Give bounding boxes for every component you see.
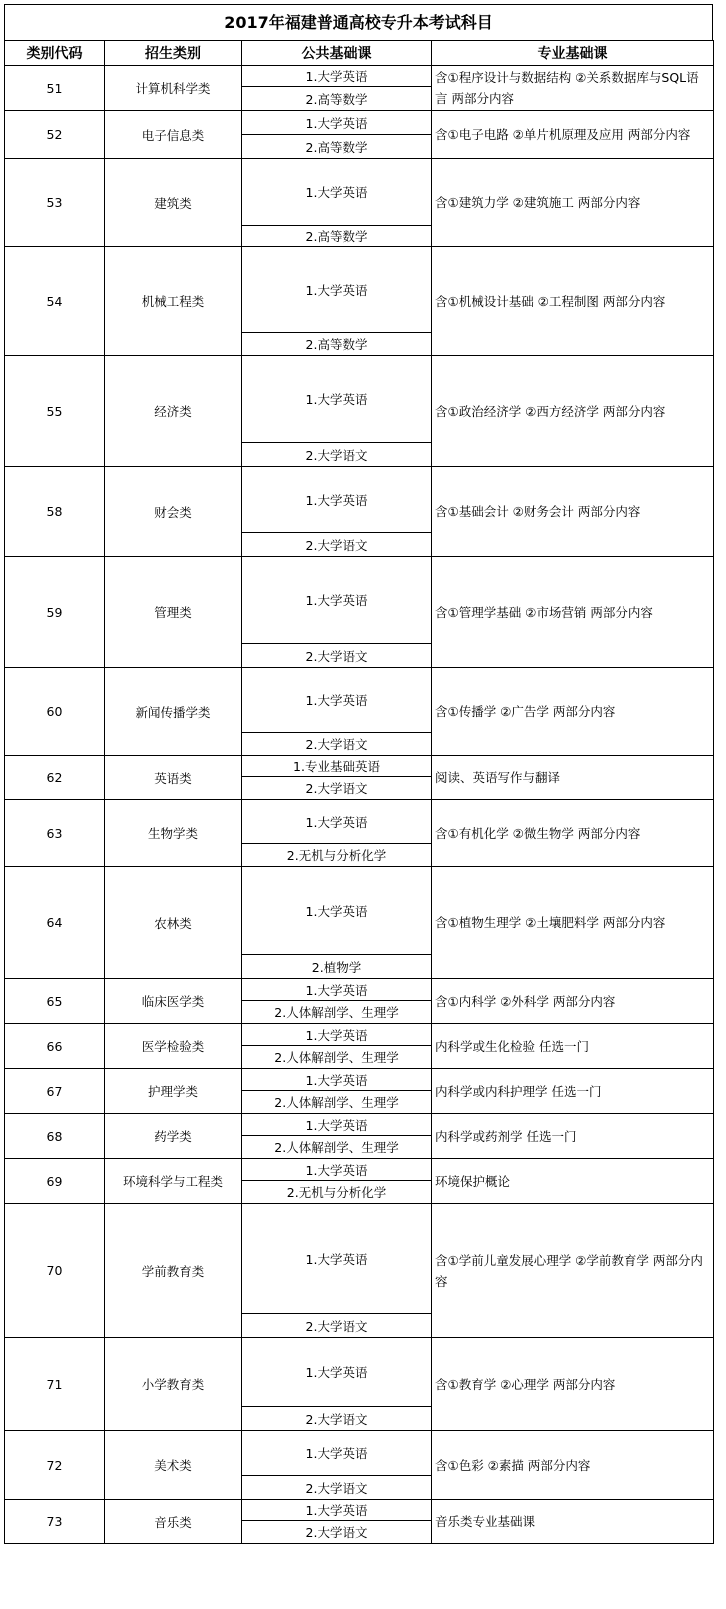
public-course-2-cell: 2.植物学: [242, 955, 432, 979]
table-row: [5, 356, 714, 443]
category-code-cell: 62: [5, 756, 105, 800]
professional-course-cell: 含①内科学 ②外科学 两部分内容: [432, 979, 714, 1024]
table-row: [5, 1500, 714, 1521]
category-name-cell: 英语类: [105, 756, 242, 800]
public-course-2-cell: 2.大学语文: [242, 1476, 432, 1500]
category-name-cell: 电子信息类: [105, 111, 242, 159]
category-name-cell: 环境科学与工程类: [105, 1159, 242, 1204]
table-row: [5, 557, 714, 644]
public-course-2-cell: 2.人体解剖学、生理学: [242, 1091, 432, 1114]
category-name-cell: 机械工程类: [105, 247, 242, 356]
public-course-1-cell: 1.大学英语: [242, 668, 432, 733]
category-name-cell: 音乐类: [105, 1500, 242, 1544]
category-code-cell: 69: [5, 1159, 105, 1204]
table-row: [5, 979, 714, 1001]
public-course-2-cell: 2.大学语文: [242, 533, 432, 557]
professional-course-cell: 含①程序设计与数据结构 ②关系数据库与SQL语言 两部分内容: [432, 66, 714, 111]
professional-course-cell: 环境保护概论: [432, 1159, 714, 1204]
public-course-2-cell: 2.大学语文: [242, 443, 432, 467]
professional-course-cell: 含①电子电路 ②单片机原理及应用 两部分内容: [432, 111, 714, 159]
public-course-1-cell: 1.大学英语: [242, 867, 432, 955]
category-name-cell: 临床医学类: [105, 979, 242, 1024]
public-course-2-cell: 2.高等数学: [242, 135, 432, 159]
category-name-cell: 医学检验类: [105, 1024, 242, 1069]
category-code-cell: 66: [5, 1024, 105, 1069]
category-code-cell: 54: [5, 247, 105, 356]
table-row: [5, 66, 714, 87]
public-course-2-cell: 2.高等数学: [242, 333, 432, 356]
category-name-cell: 财会类: [105, 467, 242, 557]
category-code-cell: 68: [5, 1114, 105, 1159]
public-course-1-cell: 1.大学英语: [242, 1069, 432, 1091]
table-row: [5, 467, 714, 533]
table-row: [5, 1069, 714, 1091]
table-row: [5, 1159, 714, 1181]
public-course-2-cell: 2.大学语文: [242, 733, 432, 756]
table-row: [5, 247, 714, 333]
table-row: [5, 159, 714, 226]
public-course-1-cell: 1.专业基础英语: [242, 756, 432, 777]
category-code-cell: 52: [5, 111, 105, 159]
category-name-cell: 美术类: [105, 1431, 242, 1500]
category-name-cell: 经济类: [105, 356, 242, 467]
category-name-cell: 农林类: [105, 867, 242, 979]
category-code-cell: 67: [5, 1069, 105, 1114]
public-course-2-cell: 2.人体解剖学、生理学: [242, 1001, 432, 1024]
header-professional: 专业基础课: [432, 41, 714, 66]
public-course-1-cell: 1.大学英语: [242, 247, 432, 333]
public-course-1-cell: 1.大学英语: [242, 1204, 432, 1314]
category-code-cell: 71: [5, 1338, 105, 1431]
category-code-cell: 59: [5, 557, 105, 668]
professional-course-cell: 含①管理学基础 ②市场营销 两部分内容: [432, 557, 714, 668]
public-course-2-cell: 2.无机与分析化学: [242, 844, 432, 867]
table-row: [5, 1431, 714, 1476]
category-code-cell: 70: [5, 1204, 105, 1338]
public-course-1-cell: 1.大学英语: [242, 1500, 432, 1521]
public-course-1-cell: 1.大学英语: [242, 1114, 432, 1136]
professional-course-cell: 音乐类专业基础课: [432, 1500, 714, 1544]
exam-subjects-sheet: [4, 4, 713, 1544]
table-row: [5, 867, 714, 955]
category-name-cell: 小学教育类: [105, 1338, 242, 1431]
category-code-cell: 55: [5, 356, 105, 467]
professional-course-cell: 含①政治经济学 ②西方经济学 两部分内容: [432, 356, 714, 467]
category-code-cell: 65: [5, 979, 105, 1024]
public-course-2-cell: 2.高等数学: [242, 87, 432, 111]
table-row: [5, 1204, 714, 1314]
public-course-2-cell: 2.大学语文: [242, 644, 432, 668]
public-course-2-cell: 2.大学语文: [242, 1407, 432, 1431]
category-name-cell: 生物学类: [105, 800, 242, 867]
category-name-cell: 计算机科学类: [105, 66, 242, 111]
category-code-cell: 73: [5, 1500, 105, 1544]
public-course-2-cell: 2.人体解剖学、生理学: [242, 1046, 432, 1069]
category-name-cell: 护理学类: [105, 1069, 242, 1114]
professional-course-cell: 含①建筑力学 ②建筑施工 两部分内容: [432, 159, 714, 247]
professional-course-cell: 内科学或生化检验 任选一门: [432, 1024, 714, 1069]
public-course-1-cell: 1.大学英语: [242, 1159, 432, 1181]
public-course-1-cell: 1.大学英语: [242, 1338, 432, 1407]
public-course-2-cell: 2.大学语文: [242, 1521, 432, 1544]
header-row: [5, 41, 714, 66]
category-name-cell: 药学类: [105, 1114, 242, 1159]
category-name-cell: 管理类: [105, 557, 242, 668]
public-course-2-cell: 2.大学语文: [242, 777, 432, 800]
table-body: [5, 66, 714, 1544]
public-course-1-cell: 1.大学英语: [242, 800, 432, 844]
public-course-2-cell: 2.大学语文: [242, 1314, 432, 1338]
professional-course-cell: 含①色彩 ②素描 两部分内容: [432, 1431, 714, 1500]
category-code-cell: 63: [5, 800, 105, 867]
professional-course-cell: 含①植物生理学 ②土壤肥料学 两部分内容: [432, 867, 714, 979]
public-course-1-cell: 1.大学英语: [242, 66, 432, 87]
public-course-1-cell: 1.大学英语: [242, 159, 432, 226]
table-row: [5, 756, 714, 777]
professional-course-cell: 含①基础会计 ②财务会计 两部分内容: [432, 467, 714, 557]
header-public: 公共基础课: [242, 41, 432, 66]
public-course-2-cell: 2.无机与分析化学: [242, 1181, 432, 1204]
table-row: [5, 1338, 714, 1407]
professional-course-cell: 含①传播学 ②广告学 两部分内容: [432, 668, 714, 756]
public-course-1-cell: 1.大学英语: [242, 467, 432, 533]
sheet-title: 2017年福建普通高校专升本考试科目: [4, 4, 713, 40]
category-name-cell: 建筑类: [105, 159, 242, 247]
public-course-1-cell: 1.大学英语: [242, 557, 432, 644]
table-row: [5, 111, 714, 135]
public-course-1-cell: 1.大学英语: [242, 1024, 432, 1046]
header-code: 类别代码: [5, 41, 105, 66]
subjects-table: [4, 40, 714, 1544]
public-course-1-cell: 1.大学英语: [242, 111, 432, 135]
category-code-cell: 72: [5, 1431, 105, 1500]
professional-course-cell: 内科学或药剂学 任选一门: [432, 1114, 714, 1159]
category-code-cell: 51: [5, 66, 105, 111]
table-row: [5, 800, 714, 844]
category-name-cell: 学前教育类: [105, 1204, 242, 1338]
category-name-cell: 新闻传播学类: [105, 668, 242, 756]
public-course-2-cell: 2.高等数学: [242, 226, 432, 247]
public-course-1-cell: 1.大学英语: [242, 356, 432, 443]
header-category: 招生类别: [105, 41, 242, 66]
table-row: [5, 1024, 714, 1046]
category-code-cell: 53: [5, 159, 105, 247]
professional-course-cell: 阅读、英语写作与翻译: [432, 756, 714, 800]
category-code-cell: 64: [5, 867, 105, 979]
public-course-2-cell: 2.人体解剖学、生理学: [242, 1136, 432, 1159]
public-course-1-cell: 1.大学英语: [242, 979, 432, 1001]
public-course-1-cell: 1.大学英语: [242, 1431, 432, 1476]
professional-course-cell: 含①有机化学 ②微生物学 两部分内容: [432, 800, 714, 867]
table-row: [5, 1114, 714, 1136]
category-code-cell: 60: [5, 668, 105, 756]
professional-course-cell: 含①教育学 ②心理学 两部分内容: [432, 1338, 714, 1431]
professional-course-cell: 含①学前儿童发展心理学 ②学前教育学 两部分内容: [432, 1204, 714, 1338]
table-row: [5, 668, 714, 733]
professional-course-cell: 内科学或内科护理学 任选一门: [432, 1069, 714, 1114]
category-code-cell: 58: [5, 467, 105, 557]
professional-course-cell: 含①机械设计基础 ②工程制图 两部分内容: [432, 247, 714, 356]
